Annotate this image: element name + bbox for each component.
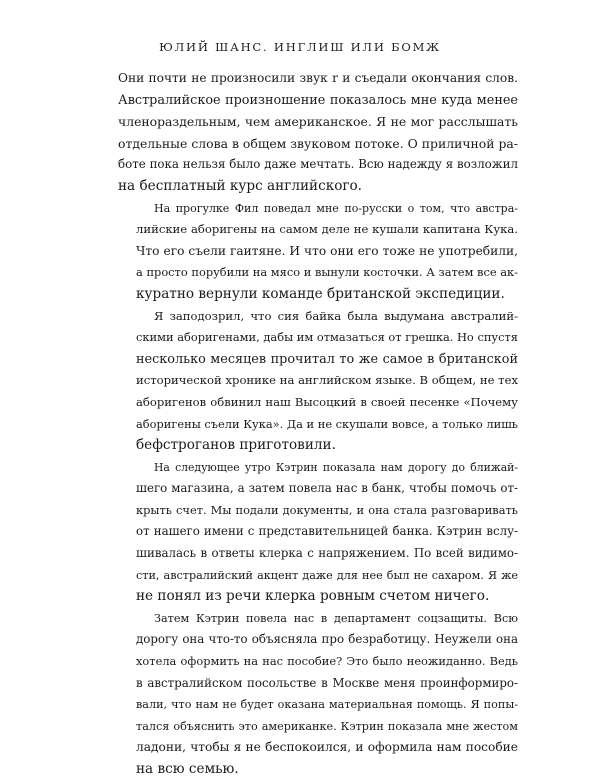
- text-line: боте пока нельзя было даже мечтать. Всю надежду я возложил: [118, 157, 518, 172]
- text-line: Затем Кэтрин повела нас в департамент соцзащиты. Всю: [154, 611, 518, 625]
- text-line: исторической хронике на английском языке. В общем, не тех: [136, 373, 518, 388]
- text-line: скими аборигенами, дабы им отмазаться от грешка. Но спустя: [136, 330, 518, 345]
- text-line: Австралийское произношение показалось мне куда менее: [118, 92, 518, 108]
- text-line: аборигены съели Кука». Да и не скушали вовсе, а только лишь: [136, 416, 518, 431]
- running-header: ЮЛИЙ ШАНС. ИНГЛИШ ИЛИ БОМЖ: [159, 40, 441, 54]
- text-line: на всю семью.: [136, 761, 239, 777]
- paragraph-2: [118, 198, 518, 306]
- text-line: дорогу она что-то объясняла про безработицу. Неужели она: [136, 632, 518, 647]
- text-line: тался объяснить это американке. Кэтрин показала мне жестом: [136, 719, 518, 733]
- text-line: аборигенов обвинил наш Высоцкий в своей песенке «Почему: [136, 394, 518, 409]
- text-line: вали, что нам не будет оказана материальная помощь. Я попы-: [136, 698, 518, 712]
- text-line: а просто порубили на мясо и вынули косточки. А затем все ак-: [136, 265, 518, 280]
- text-line: отдельные слова в общем звуковом потоке. О приличной ра-: [118, 135, 518, 151]
- text-line: крыть счет. Мы подали документы, и она стала разговаривать: [136, 502, 518, 517]
- paragraph-1: [118, 68, 518, 198]
- text-line: от нашего имени с представительницей банка. Кэтрин вслу-: [136, 524, 518, 539]
- text-line: шивалась в ответы клерка с напряжением. По всей видимо-: [136, 546, 518, 561]
- body-text: [118, 68, 518, 781]
- text-line: Я заподозрил, что сия байка была выдумана австралий-: [154, 308, 518, 323]
- paragraph-4: [118, 457, 518, 608]
- text-line: на бесплатный курс английского.: [118, 177, 363, 194]
- text-line: бефстроганов приготовили.: [136, 437, 336, 454]
- text-line: лийские аборигены на самом деле не кушали капитана Кука.: [136, 222, 518, 237]
- paragraph-5: [118, 608, 518, 781]
- text-line: Что его съели гаитяне. И что они его тоже не употребили,: [136, 243, 518, 258]
- text-line: На следующее утро Кэтрин показала нам дорогу до ближай-: [154, 460, 518, 474]
- text-line: сти, австралийский акцент даже для нее был не сахаром. Я же: [136, 568, 518, 582]
- text-line: шего магазина, а затем повела нас в банк, чтобы помочь от-: [136, 481, 518, 496]
- text-line: несколько месяцев прочитал то же самое в британской: [136, 351, 518, 367]
- text-line: На прогулке Фил поведал мне по-русски о том, что австра-: [154, 201, 518, 215]
- text-line: куратно вернули команде британской экспедиции.: [136, 285, 505, 302]
- text-line: хотела оформить на нас пособие? Это было неожиданно. Ведь: [136, 654, 518, 669]
- paragraph-3: [118, 306, 518, 457]
- text-line: в австралийском посольстве в Москве меня проинформиро-: [136, 675, 518, 690]
- text-line: Они почти не произносили звук r и съедали окончания слов.: [118, 71, 518, 85]
- text-line: членораздельным, чем американское. Я не мог расслышать: [118, 114, 518, 130]
- text-line: ладони, чтобы я не беспокоился, и оформила нам пособие: [136, 740, 518, 755]
- text-line: не понял из речи клерка ровным счетом ничего.: [136, 588, 490, 605]
